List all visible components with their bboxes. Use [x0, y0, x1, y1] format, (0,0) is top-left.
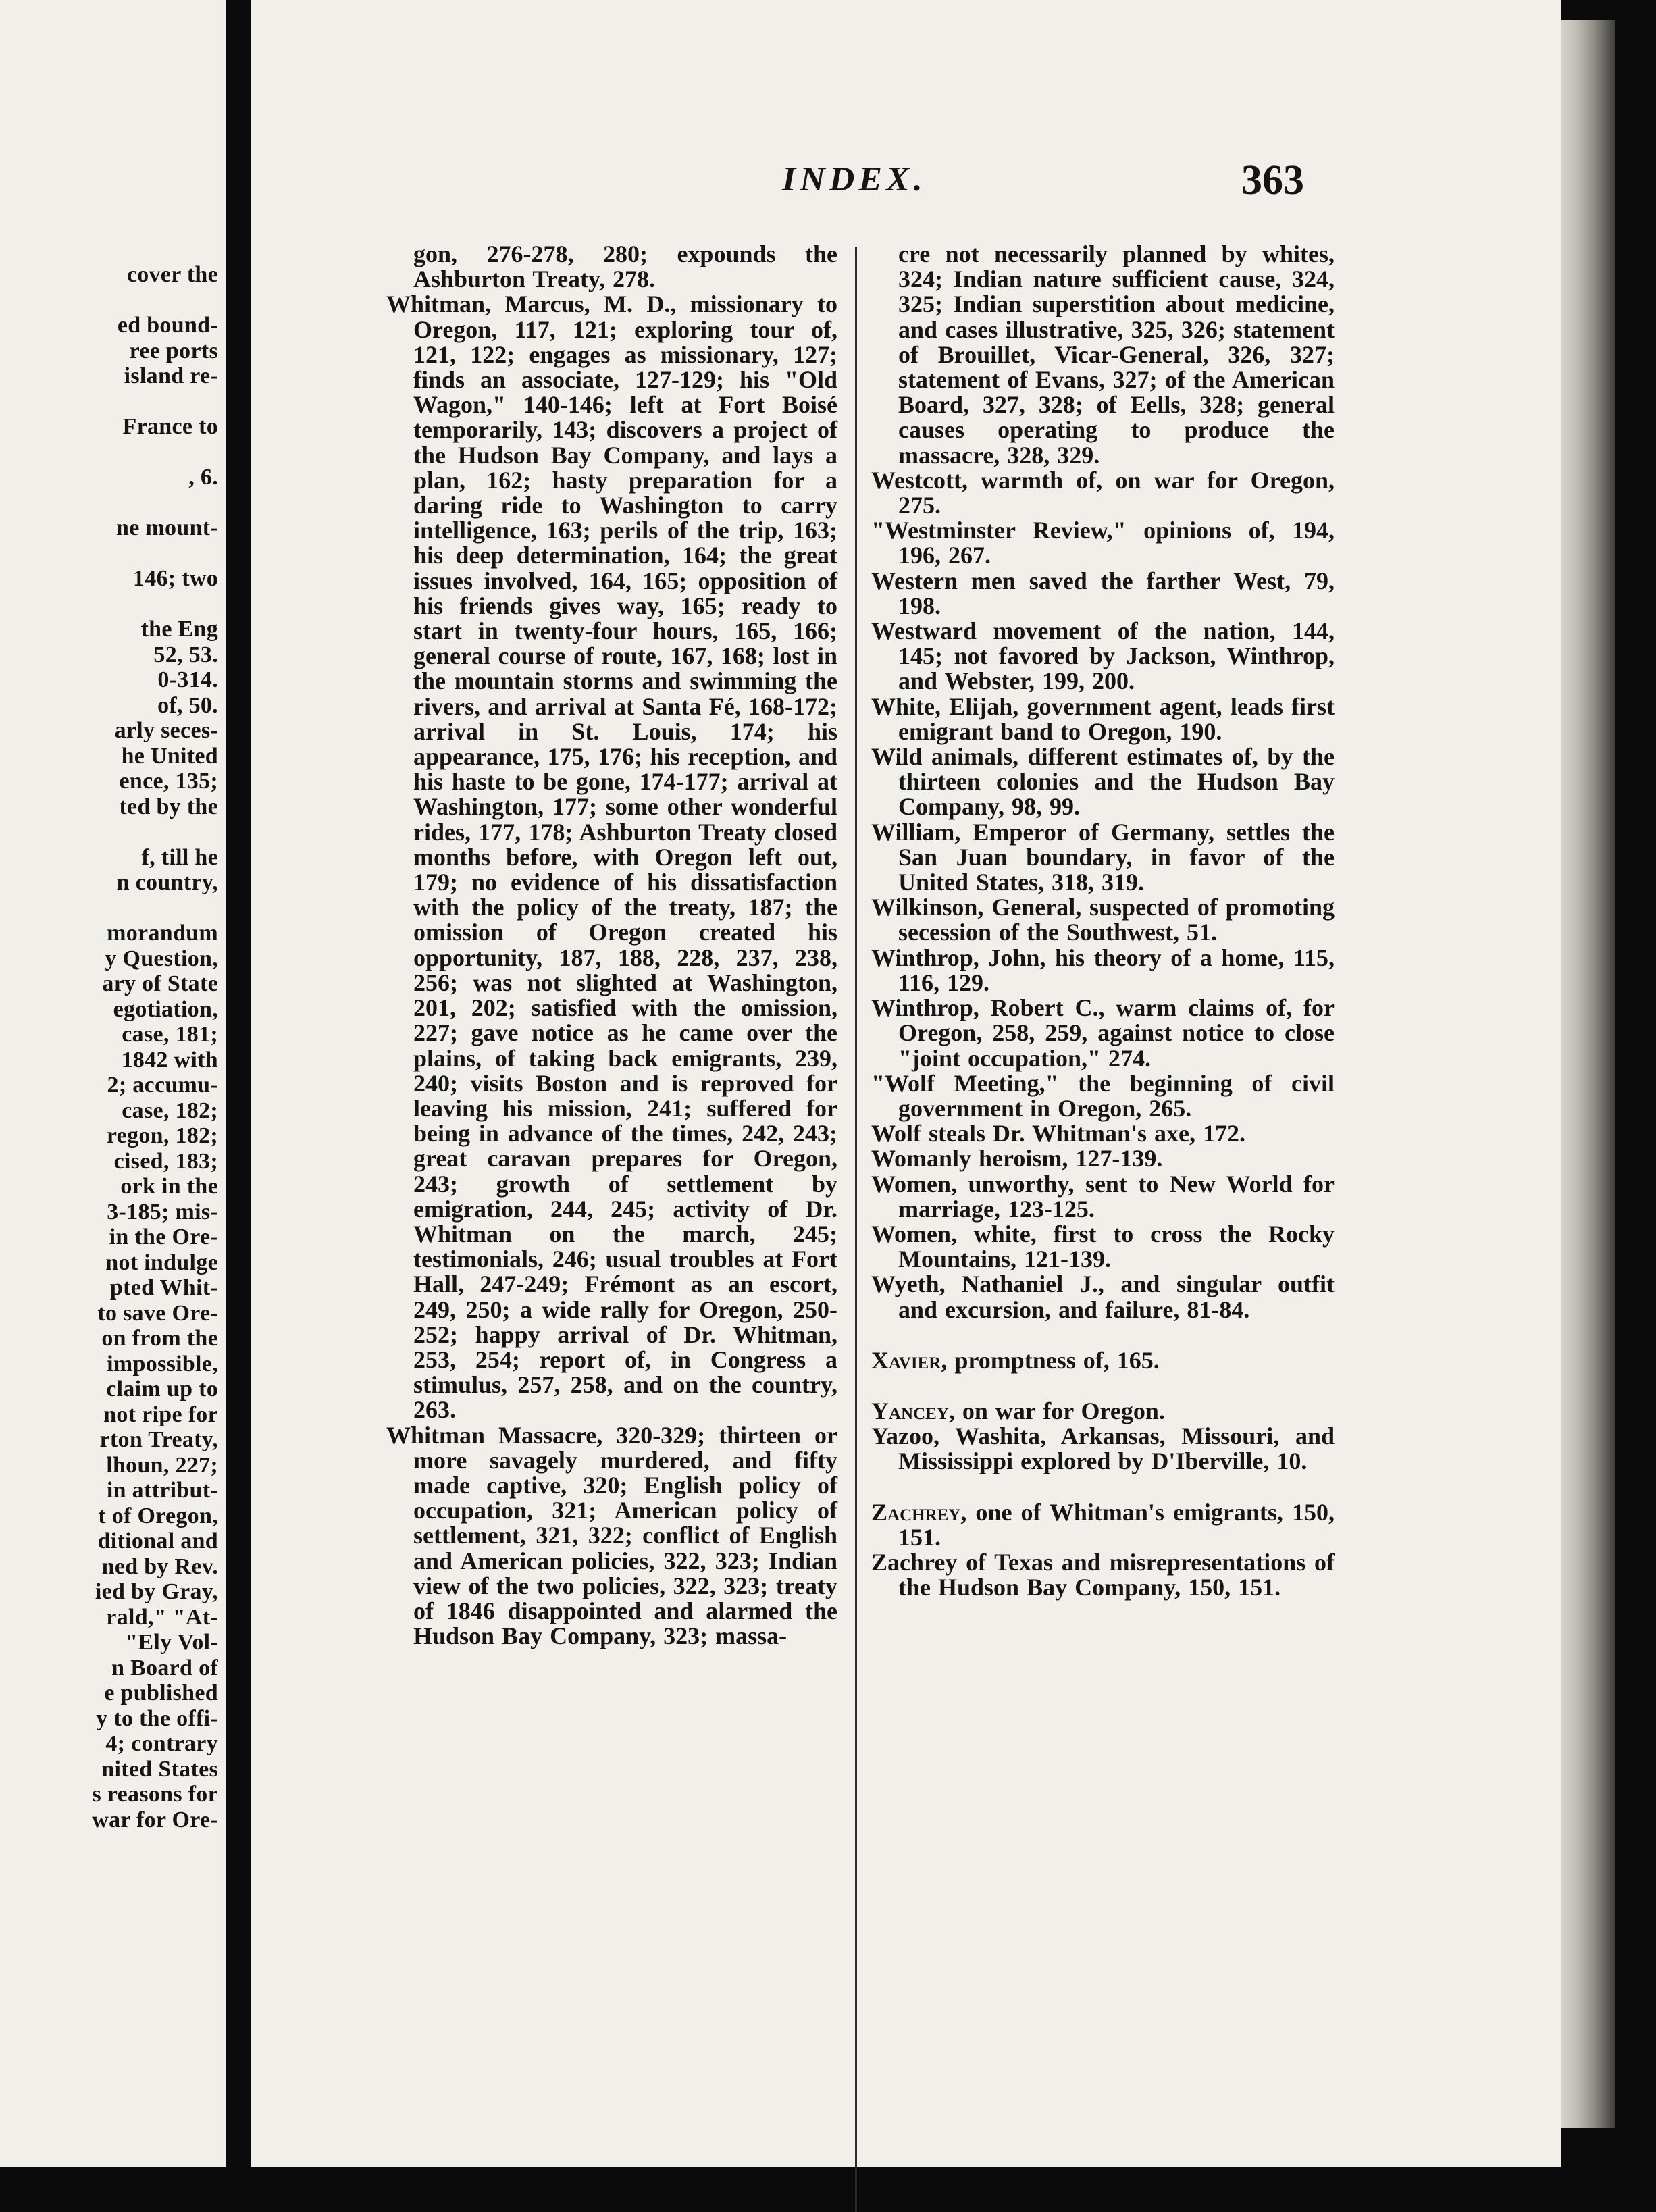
previous-page-line: 146; two	[132, 566, 218, 591]
previous-page-line: y to the offi-	[96, 1705, 218, 1731]
previous-page-line: 1842 with	[121, 1047, 218, 1073]
previous-page-line: island re-	[124, 363, 218, 388]
previous-page-line: the Eng	[140, 617, 218, 642]
previous-page-line: ted by the	[119, 794, 218, 819]
index-entry	[871, 1550, 1335, 1600]
previous-page-fragment	[0, 0, 226, 2167]
previous-page-line: arly seces-	[114, 718, 218, 743]
index-entry-text: his theory of a home, 115, 116, 129.	[898, 944, 1335, 996]
index-entry-text: on war for Oregon.	[954, 1397, 1165, 1424]
previous-page-line: egotiation,	[113, 996, 218, 1022]
index-entry-heading: Wild animals,	[871, 743, 1018, 771]
previous-page-line: t of Oregon,	[98, 1503, 218, 1528]
previous-page-line: pted Whit-	[109, 1275, 218, 1300]
index-entry	[871, 1222, 1335, 1272]
previous-page-line: n Board of	[111, 1655, 218, 1680]
index-entry-text: warmth of, on war for Oregon, 275.	[898, 466, 1335, 519]
previous-page-line: 52, 53.	[153, 642, 218, 667]
previous-page-line: claim up to	[106, 1377, 218, 1401]
index-entry	[871, 619, 1335, 694]
previous-page-line: cover the	[126, 262, 218, 287]
book-page-edge	[1561, 20, 1615, 2128]
previous-page-line: , 6.	[188, 465, 218, 490]
index-entry-heading: Womanly heroism,	[871, 1145, 1068, 1173]
index-entry-text: of the nation, 144, 145; not favored by Jackson, Winthrop, and Webster, 199, 200.	[898, 617, 1335, 695]
index-entry-text: saved the farther West, 79, 198.	[898, 567, 1335, 619]
index-entry-heading: Xavier,	[871, 1346, 948, 1374]
index-entry-heading: Women, unworthy,	[871, 1170, 1075, 1198]
previous-page-line: s reasons for	[92, 1782, 218, 1807]
previous-page-line: f, till he	[141, 844, 218, 870]
index-entry-text: the beginning of civil government in Oregon, 265.	[898, 1069, 1335, 1122]
index-entry	[871, 1146, 1335, 1171]
index-entry-text: 320-329; thirteen or more savagely murdered, and fifty made captive, 320; English policy of occupation, 321; American policy of settlement, 321, 322; conflict of English and American policies, 322, 323; Indian view of the two policies, 322, 323; treaty of 1846 disappointed and alarmed the Hudson Bay Company, 323; massa-	[413, 1421, 837, 1650]
index-entry	[871, 946, 1335, 996]
index-entry-heading: Zachrey	[871, 1548, 958, 1576]
previous-page-line: ne mount-	[116, 515, 218, 540]
previous-page-line: rald," "At-	[106, 1604, 218, 1630]
index-entry-heading: Zachrey,	[871, 1498, 967, 1526]
index-entry	[871, 744, 1335, 820]
index-entry-text: gon, 276-278, 280; expounds the Ashburton Treaty, 278.	[413, 240, 837, 293]
index-entry-text: Emperor of Germany, settles the San Juan boundary, in favor of the United States, 318, 319.	[898, 818, 1335, 896]
previous-page-line: not indulge	[105, 1250, 218, 1275]
index-entry	[386, 242, 837, 292]
index-entry	[871, 996, 1335, 1071]
index-entry-text: and Mississippi explored by D'Iberville, 10.	[898, 1422, 1335, 1475]
previous-page-line: in attribut-	[106, 1478, 218, 1503]
index-entry-heading: "Wolf Meeting,"	[871, 1069, 1059, 1097]
previous-page-line: on from the	[101, 1326, 218, 1351]
index-entry-heading: Wyeth, Nathaniel J.,	[871, 1270, 1104, 1298]
index-column-left	[386, 242, 837, 1649]
index-entry	[871, 242, 1335, 468]
previous-page-line: lhoun, 227;	[106, 1452, 218, 1478]
previous-page-line: France to	[122, 414, 218, 439]
index-entry-heading: "Westminster Review,"	[871, 517, 1127, 544]
index-entry-heading: Western men	[871, 567, 1016, 594]
previous-page-line: he United	[121, 743, 218, 769]
page-number: 363	[1241, 157, 1304, 203]
previous-page-line: not ripe for	[103, 1401, 218, 1427]
previous-page-line: regon, 182;	[106, 1123, 218, 1148]
index-entry-heading: Yancey,	[871, 1397, 955, 1424]
previous-page-line: 2; accumu-	[107, 1073, 218, 1098]
previous-page-line: 3-185; mis-	[107, 1199, 218, 1225]
previous-page-line: nited States	[101, 1756, 218, 1782]
index-entry-heading: White, Elijah,	[871, 692, 1019, 720]
index-entry-heading: Wolf	[871, 1120, 922, 1148]
index-entry-heading: Westward movement	[871, 617, 1102, 645]
running-head: INDEX.	[782, 160, 927, 199]
index-entry-text: missionary to Oregon, 117, 121; exploring tour of, 121, 122; engages as missionary, 127; finds an associate, 127-129; his "Old Wagon," 140-146; left at Fort Boisé temporarily, 143; discovers a project of the Hudson Bay Company, and lays a plan, 162; hasty preparation for a daring ride to Washington to carry intelligence, 163; perils of the trip, 163; his deep determination, 164; the great issues involved, 164, 165; opposition of his friends gives way, 165; ready to start in twenty-four hours, 165, 166; general course of route, 167, 168; lost in the mountain storms and swimming the rivers, and arrival at Santa Fé, 168-172; arrival in St. Louis, 174; his appearance, 175, 176; his reception, and his haste to be gone, 174-177; arrival at Washington, 177; some other wonderful rides, 177, 178; Ashburton Treaty closed months before, with Oregon left out, 179; no evidence of his dissatisfaction with the policy of the treaty, 187; the omission of Oregon created his opportunity, 187, 188, 228, 237, 238, 256; was not slighted at Washington, 201, 202; satisfied with the omission, 227; gave notice as he came over the plains, of taking back emigrants, 239, 240; visits Boston and is reproved for leaving his mission, 241; suffered for being in advance of the times, 242, 243; great caravan prepares for Oregon, 243; growth of settlement by emigration, 244, 245; activity of Dr. Whitman on the march, 245; testimonials, 246; usual troubles at Fort Hall, 247-249; Frémont as an escort, 249, 250; a wide rally for Oregon, 250-252; happy arrival of Dr. Whitman, 253, 254; report of, in Congress a stimulus, 257, 258, and on the country, 263.	[413, 290, 837, 1424]
index-entry-text: government agent, leads first emigrant band to Oregon, 190.	[898, 692, 1335, 745]
index-entry-heading: Yazoo, Washita, Arkansas, Missouri,	[871, 1422, 1280, 1450]
index-entry	[871, 518, 1335, 568]
index-entry	[871, 1172, 1335, 1222]
index-entry	[871, 1424, 1335, 1474]
index-entry-heading: Women, white,	[871, 1220, 1037, 1248]
index-entry-heading: Whitman, Marcus, M. D.,	[386, 290, 677, 318]
index-entry-text: cre not necessarily planned by whites, 324; Indian nature sufficient cause, 324, 325; Indian superstition about medicine, and cases illustrative, 325, 326; statement of Brouillet, Vicar-General, 326, 327; statement of Evans, 327; of the American Board, 327, 328; of Eells, 328; general causes operating to produce the massacre, 328, 329.	[898, 240, 1335, 469]
previous-page-line: n country,	[116, 870, 218, 895]
index-entry	[386, 292, 837, 1422]
previous-page-line: to save Ore-	[97, 1300, 218, 1326]
index-column-right	[871, 242, 1335, 1600]
previous-page-line: ditional and	[97, 1528, 218, 1553]
index-entry	[871, 1272, 1335, 1322]
previous-page-line: ork in the	[120, 1174, 218, 1199]
index-entry-text: steals Dr. Whitman's axe, 172.	[921, 1120, 1246, 1148]
previous-page-line: 4; contrary	[105, 1731, 218, 1756]
index-entry-heading: Wilkinson, General,	[871, 894, 1082, 921]
index-entry-text: sent to New World for marriage, 123-125.	[898, 1170, 1335, 1223]
index-entry-text: first to cross the Rocky Mountains, 121-139.	[898, 1220, 1335, 1273]
index-entry	[871, 468, 1335, 518]
index-entry-text: warm claims of, for Oregon, 258, 259, against notice to close "joint occupation," 274.	[898, 994, 1335, 1072]
previous-page-line: of, 50.	[157, 692, 218, 718]
previous-page-line: ned by Rev.	[101, 1553, 218, 1579]
index-entry-text: 127-139.	[1068, 1145, 1163, 1173]
index-entry-text: of Texas and misrepresentations of the Hudson Bay Company, 150, 151.	[898, 1548, 1335, 1601]
previous-page-line: y Question,	[105, 946, 218, 971]
index-entry	[386, 1423, 837, 1649]
index-entry-text: opinions of, 194, 196, 267.	[898, 517, 1335, 569]
previous-page-line: in the Ore-	[109, 1225, 218, 1250]
index-entry	[871, 1071, 1335, 1121]
previous-page-line: case, 181;	[122, 1022, 218, 1047]
index-entry	[871, 694, 1335, 744]
previous-page-line: cised, 183;	[113, 1148, 218, 1174]
index-entry	[871, 569, 1335, 619]
previous-page-line: e published	[104, 1680, 218, 1705]
index-entry	[871, 1399, 1335, 1424]
index-entry-text: one of Whitman's emigrants, 150, 151.	[898, 1498, 1335, 1551]
index-entry	[871, 1348, 1335, 1373]
previous-page-line: 0-314.	[157, 667, 218, 692]
previous-page-line: ied by Gray,	[95, 1579, 218, 1604]
previous-page-line: war for Ore-	[92, 1807, 218, 1832]
index-entry-text: promptness of, 165.	[947, 1346, 1160, 1374]
previous-page-line: case, 182;	[122, 1098, 218, 1123]
previous-page-line: rton Treaty,	[99, 1427, 218, 1452]
previous-page-line: ary of State	[102, 971, 218, 996]
index-entry-heading: Whitman Massacre,	[386, 1421, 603, 1449]
previous-page-line: ed bound-	[117, 313, 218, 338]
previous-page-line: morandum	[107, 921, 218, 946]
index-entry-text: different estimates of, by the thirteen colonies and the Hudson Bay Company, 98, 99.	[898, 743, 1335, 821]
previous-page-line: ence, 135;	[119, 769, 218, 794]
index-entry-text: suspected of promoting secession of the Southwest, 51.	[898, 894, 1335, 946]
index-entry-heading: Westcott,	[871, 466, 968, 494]
index-entry	[871, 1500, 1335, 1550]
index-entry-heading: William,	[871, 818, 961, 846]
index-entry	[871, 1121, 1335, 1146]
previous-page-line: "Ely Vol-	[125, 1630, 218, 1655]
index-entry	[871, 820, 1335, 896]
index-entry-heading: Winthrop, John,	[871, 944, 1046, 971]
index-entry-text: and singular outfit and excursion, and failure, 81-84.	[898, 1270, 1335, 1323]
index-entry-heading: Winthrop, Robert C.,	[871, 994, 1105, 1022]
previous-page-line: impossible,	[107, 1351, 218, 1377]
column-divider	[855, 247, 857, 2212]
previous-page-line: ree ports	[129, 338, 218, 363]
index-entry	[871, 895, 1335, 945]
